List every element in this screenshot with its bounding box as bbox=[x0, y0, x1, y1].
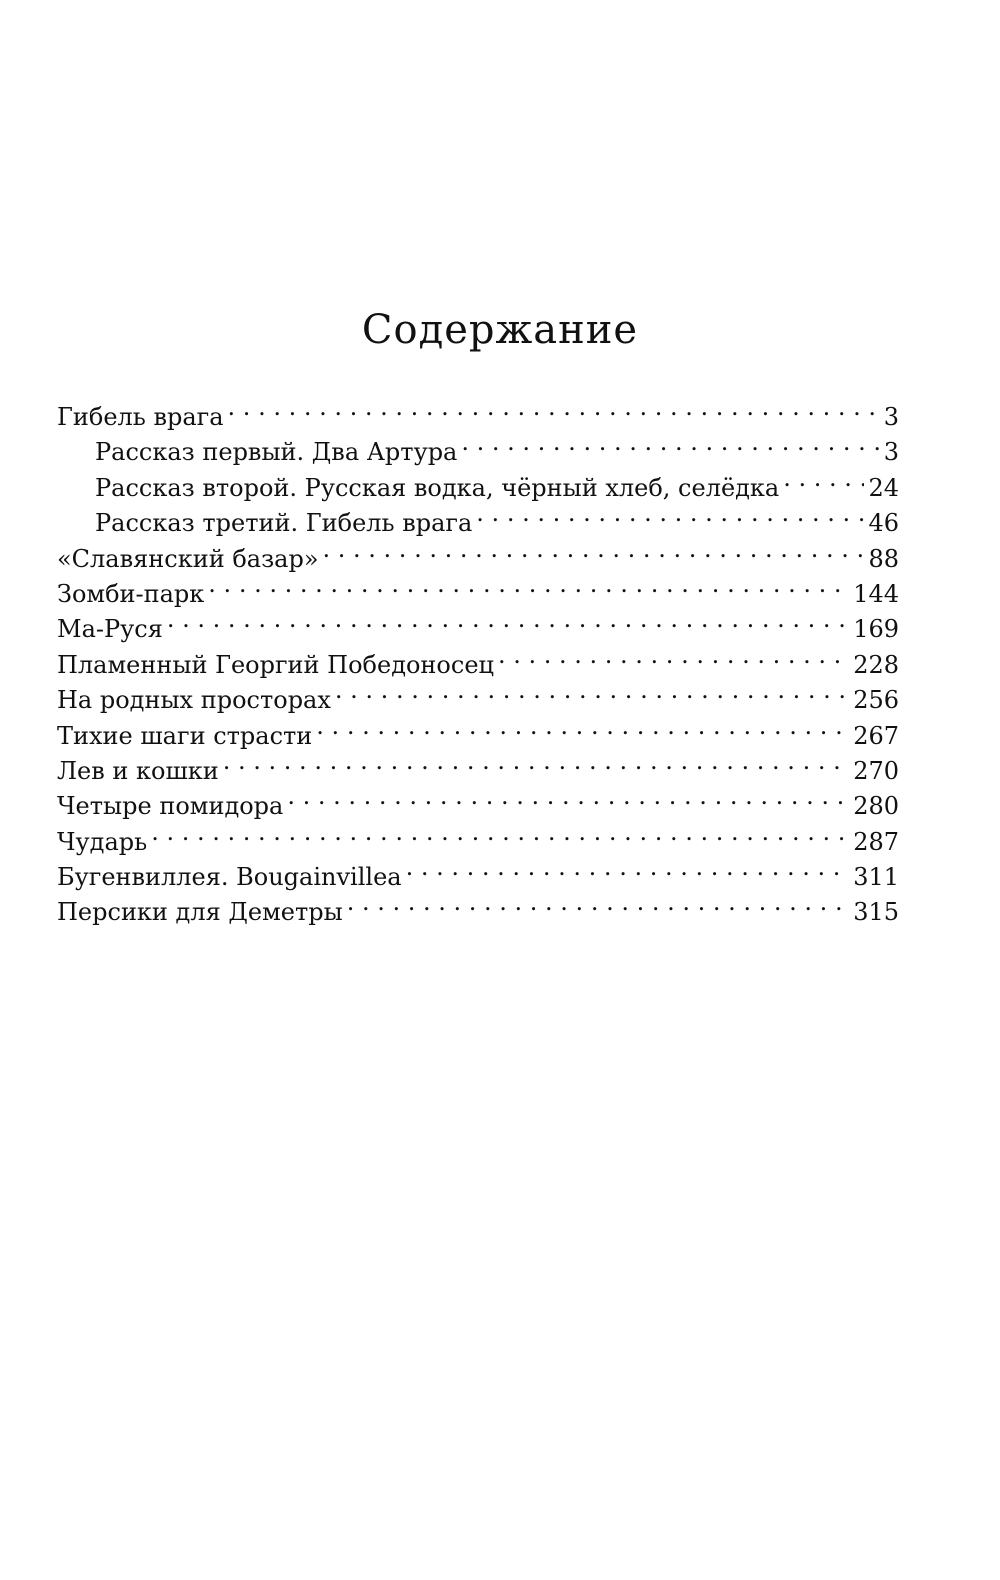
toc-entry-page: 24 bbox=[868, 473, 899, 502]
table-of-contents bbox=[57, 390, 899, 927]
toc-entry-title: Ма-Руся bbox=[57, 615, 163, 644]
toc-entry-page: 46 bbox=[868, 509, 899, 538]
dot-leader bbox=[335, 673, 849, 708]
page-title: Содержание bbox=[361, 307, 639, 353]
toc-entry-title: Чударь bbox=[57, 827, 148, 856]
dot-leader bbox=[287, 779, 849, 814]
dot-leader bbox=[461, 425, 879, 460]
toc-entry[interactable] bbox=[57, 850, 899, 892]
toc-entry-page: 315 bbox=[853, 898, 899, 927]
toc-entry-title: Рассказ второй. Русская водка, чёрный хлеб, селёдка bbox=[95, 473, 780, 502]
toc-entry-title: Лев и кошки bbox=[57, 756, 219, 785]
toc-entry-page: 3 bbox=[883, 403, 899, 431]
toc-entry-title: На родных просторах bbox=[57, 686, 331, 715]
dot-leader bbox=[476, 496, 864, 531]
toc-entry-title: Зомби-парк bbox=[57, 579, 205, 608]
dot-leader bbox=[323, 532, 865, 567]
toc-entry-page: 228 bbox=[853, 650, 899, 679]
toc-entry[interactable] bbox=[57, 638, 899, 679]
dot-leader bbox=[151, 815, 849, 850]
toc-entry-page: 144 bbox=[853, 579, 899, 608]
toc-entry-page: 169 bbox=[853, 615, 899, 644]
toc-entry-title: Гибель врага bbox=[57, 403, 224, 431]
toc-entry[interactable] bbox=[57, 390, 899, 431]
dot-leader bbox=[167, 602, 849, 637]
toc-entry-page: 311 bbox=[853, 863, 899, 892]
toc-entry-title: Бугенвиллея. Bougainvillea bbox=[57, 863, 402, 892]
toc-entry-title: Пламенный Георгий Победоносец bbox=[57, 650, 494, 679]
toc-entry-page: 280 bbox=[853, 792, 899, 821]
toc-entry-page: 267 bbox=[853, 721, 899, 750]
dot-leader bbox=[208, 567, 849, 602]
dot-leader bbox=[223, 744, 849, 779]
dot-leader bbox=[406, 850, 850, 885]
toc-entry[interactable] bbox=[57, 602, 899, 644]
dot-leader bbox=[228, 390, 880, 425]
toc-entry-page: 270 bbox=[853, 756, 899, 785]
dot-leader bbox=[347, 885, 850, 920]
toc-entry-page: 88 bbox=[868, 544, 899, 573]
toc-entry-title: Персики для Деметры bbox=[57, 898, 343, 927]
dot-leader bbox=[783, 461, 864, 496]
toc-entry[interactable] bbox=[57, 815, 899, 856]
toc-entry-title: «Славянский базар» bbox=[57, 544, 319, 573]
toc-entry-title: Тихие шаги страсти bbox=[57, 721, 313, 750]
dot-leader bbox=[498, 638, 849, 673]
toc-entry-page: 287 bbox=[853, 827, 899, 856]
toc-entry-page: 256 bbox=[853, 686, 899, 715]
toc-entry-title: Рассказ третий. Гибель врага bbox=[95, 509, 473, 538]
dot-leader bbox=[316, 709, 849, 744]
toc-entry-title: Рассказ первый. Два Артура bbox=[95, 438, 458, 467]
toc-entry-title: Четыре помидора bbox=[57, 792, 284, 821]
toc-entry-page: 3 bbox=[883, 438, 899, 467]
